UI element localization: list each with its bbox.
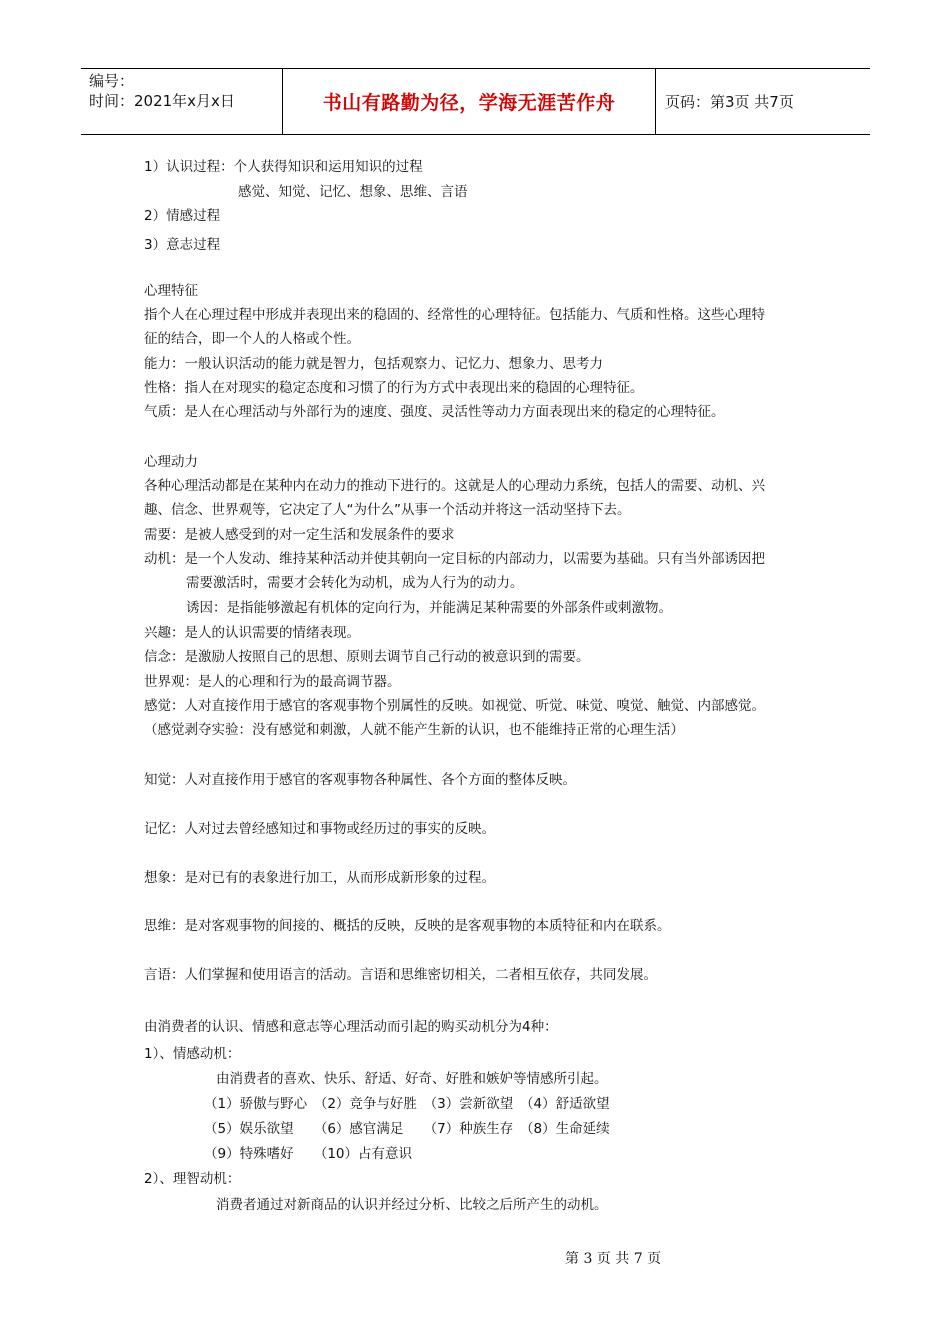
body-line: （5）娱乐欲望 （6）感官满足 （7）种族生存 （8）生命延续 (204, 1121, 610, 1137)
body-line: 各种心理活动都是在某种内在动力的推动下进行的。这就是人的心理动力系统，包括人的需要、动机、兴 (144, 478, 765, 494)
page-footer: 第 3 页 共 7 页 (565, 1251, 662, 1267)
document-number-label: 编号： (89, 72, 135, 90)
body-line: 消费者通过对新商品的认识并经过分析、比较之后所产生的动机。 (216, 1197, 608, 1213)
body-line: 知觉：人对直接作用于感官的客观事物各种属性、各个方面的整体反映。 (144, 772, 576, 788)
body-line: 气质：是人在心理活动与外部行为的速度、强度、灵活性等动力方面表现出来的稳定的心理特征。 (144, 404, 725, 420)
header-left-cell (89, 71, 235, 111)
body-line: 世界观：是人的心理和行为的最高调节器。 (144, 674, 401, 690)
body-line: 指个人在心理过程中形成并表现出来的稳固的、经常性的心理特征。包括能力、气质和性格。这些心理特 (144, 307, 765, 323)
body-line: 信念：是激励人按照自己的思想、原则去调节自己行动的被意识到的需要。 (144, 649, 590, 665)
body-line: 性格：指人在对现实的稳定态度和习惯了的行为方式中表现出来的稳固的心理特征。 (144, 380, 644, 396)
section-heading: 心理特征 (144, 283, 198, 299)
body-line: 需要激活时，需要才会转化为动机，成为人行为的动力。 (186, 575, 524, 591)
body-line: 由消费者的喜欢、快乐、舒适、好奇、好胜和嫉妒等情感所引起。 (216, 1071, 608, 1087)
document-date: 时间：2021年x月x日 (89, 92, 235, 110)
header-motto: 书山有路勤为径，学海无涯苦作舟 (322, 92, 616, 114)
body-line: 1）、情感动机： (144, 1046, 241, 1062)
body-line: （9）特殊嗜好 （10）占有意识 (204, 1146, 413, 1162)
body-line: 2）情感过程 (144, 208, 221, 224)
body-line: （1）骄傲与野心 （2）竞争与好胜 （3）尝新欲望 （4）舒适欲望 (204, 1096, 610, 1112)
body-line: 由消费者的认识、情感和意志等心理活动而引起的购买动机分为4种： (144, 1019, 558, 1035)
section-heading: 心理动力 (144, 454, 198, 470)
body-line: （感觉剥夺实验：没有感觉和刺激，人就不能产生新的认识，也不能维持正常的心理生活） (144, 722, 684, 738)
body-line: 3）意志过程 (144, 237, 221, 253)
header-page-label: 页码：第3页 共7页 (665, 93, 794, 111)
body-line: 趣、信念、世界观等，它决定了人“为什么”从事一个活动并将这一活动坚持下去。 (144, 502, 631, 518)
body-line: 需要：是被人感受到的对一定生活和发展条件的要求 (144, 527, 455, 543)
body-line: 1）认识过程：个人获得知识和运用知识的过程 (144, 159, 423, 175)
body-line: 动机：是一个人发动、维持某种活动并使其朝向一定目标的内部动力，以需要为基础。只有当外部诱因把 (144, 551, 765, 567)
body-line: 记忆：人对过去曾经感知过和事物或经历过的事实的反映。 (144, 821, 495, 837)
header-table (81, 68, 870, 135)
body-line: 2）、理智动机： (144, 1171, 241, 1187)
body-line: 言语：人们掌握和使用语言的活动。言语和思维密切相关，二者相互依存，共同发展。 (144, 967, 657, 983)
body-line: 兴趣：是人的认识需要的情绪表现。 (144, 625, 360, 641)
body-line: 能力：一般认识活动的能力就是智力，包括观察力、记忆力、想象力、思考力 (144, 356, 603, 372)
header-divider (655, 68, 656, 135)
body-line: 诱因：是指能够激起有机体的定向行为，并能满足某种需要的外部条件或刺激物。 (186, 600, 672, 616)
body-line: 征的结合，即一个人的人格或个性。 (144, 331, 360, 347)
body-line: 感觉：人对直接作用于感官的客观事物个别属性的反映。如视觉、听觉、味觉、嗅觉、触觉、内部感觉。 (144, 698, 765, 714)
body-line: 想象：是对已有的表象进行加工，从而形成新形象的过程。 (144, 870, 495, 886)
body-line: 感觉、知觉、记忆、想象、思维、言语 (238, 184, 468, 200)
body-line: 思维：是对客观事物的间接的、概括的反映，反映的是客观事物的本质特征和内在联系。 (144, 918, 671, 934)
